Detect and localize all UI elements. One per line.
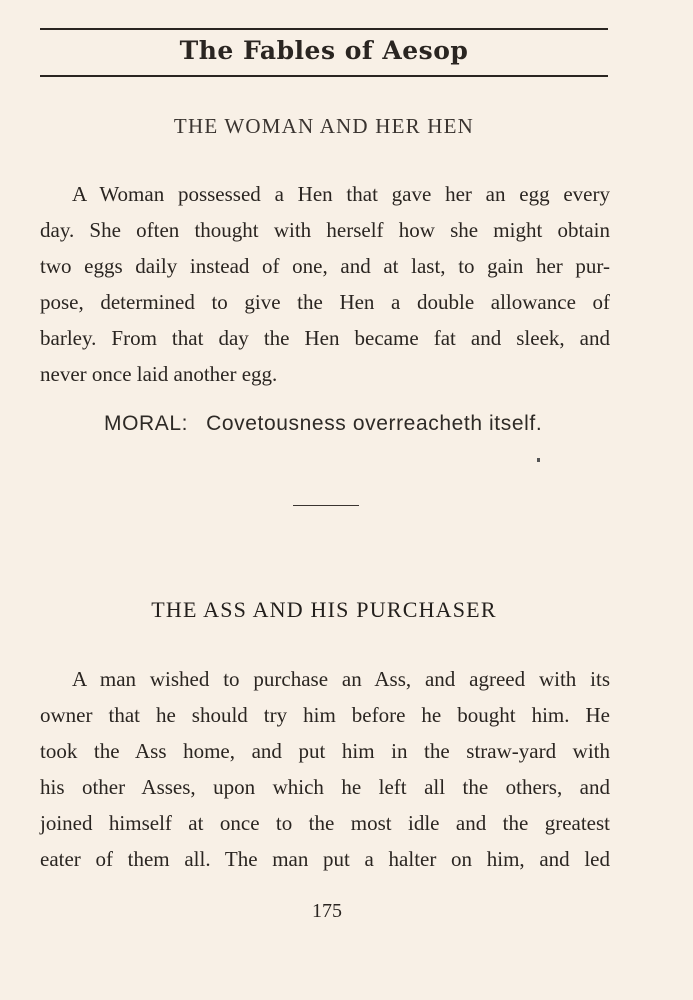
text-line: joined himself at once to the most idle and the greatest	[40, 811, 610, 835]
fable-title-ass-and-purchaser: THE ASS AND HIS PURCHASER	[151, 597, 497, 622]
fable-title-woman-and-hen: THE WOMAN AND HER HEN	[173, 114, 475, 138]
running-head: The Fables of Aesop	[179, 36, 469, 65]
text-line: A Woman possessed a Hen that gave her an egg every	[72, 182, 610, 206]
header-rule-bottom	[40, 75, 608, 77]
text-line: two eggs daily instead of one, and at last, to gain her pur-	[40, 254, 610, 278]
text-line: barley. From that day the Hen became fat and sleek, and	[40, 326, 610, 350]
moral	[104, 412, 542, 436]
text-line: owner that he should try him before he bought him. He	[40, 703, 610, 727]
header-rule-top	[40, 28, 608, 30]
text-line: pose, determined to give the Hen a double allowance of	[40, 290, 610, 314]
fable-body-woman-and-hen	[40, 176, 610, 392]
text-line: eater of them all. The man put a halter on him, and led	[40, 847, 610, 871]
fable-body-ass-and-purchaser	[40, 661, 610, 877]
text-line: day. She often thought with herself how she might obtain	[40, 218, 610, 242]
text-line: A man wished to purchase an Ass, and agreed with its	[72, 667, 610, 691]
text-line: his other Asses, upon which he left all the others, and	[40, 775, 610, 799]
text-line: never once laid another egg.	[40, 362, 278, 386]
ink-speck	[537, 458, 540, 462]
page-number: 175	[312, 900, 342, 922]
text-line: took the Ass home, and put him in the straw-yard with	[40, 739, 610, 763]
section-divider	[293, 505, 359, 506]
moral-text: Covetousness overreacheth itself.	[206, 412, 543, 435]
moral-label: MORAL:	[104, 412, 189, 435]
